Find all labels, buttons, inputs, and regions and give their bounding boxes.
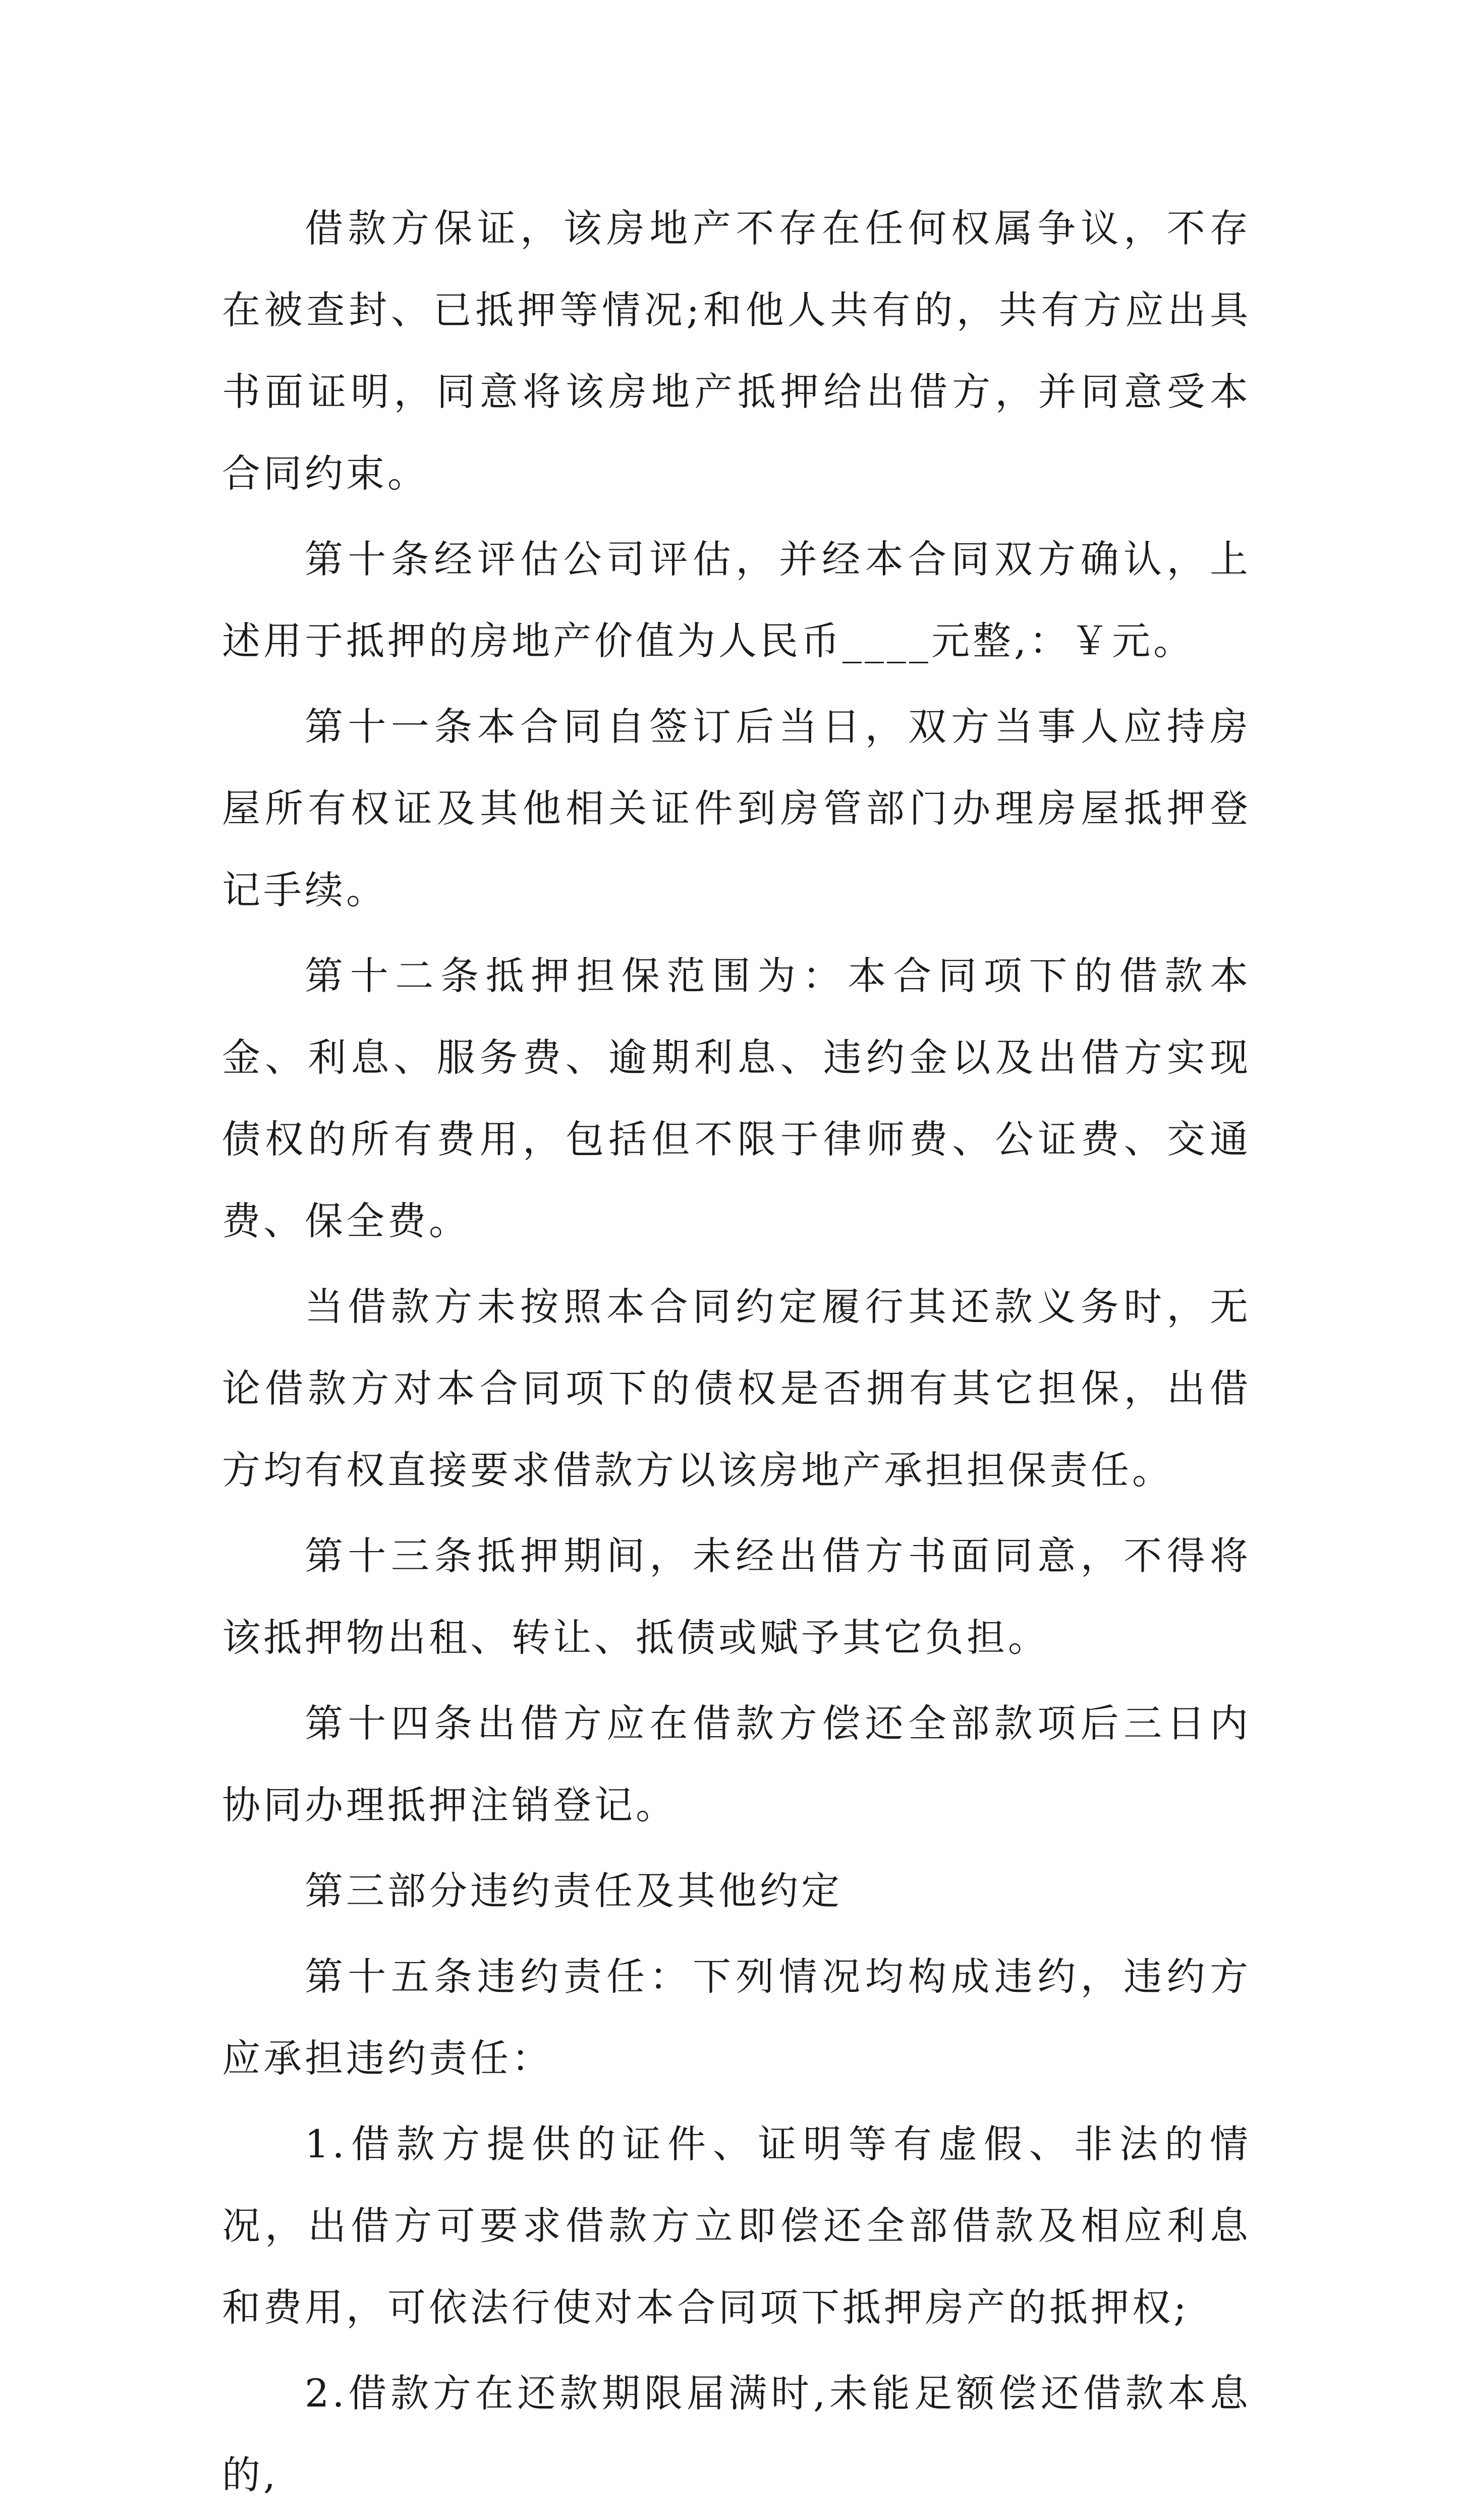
contract-body xyxy=(222,188,1251,2520)
paragraph-guarantee: 借款方保证，该房地产不存在任何权属争议，不存在被查封、已抵押等情况;和他人共有的，共有方应出具书面证明，同意将该房地产抵押给出借方，并同意受本合同约束。 xyxy=(222,206,1251,496)
paragraph-article-11: 第十一条本合同自签订后当日，双方当事人应持房屋所有权证及其他相关证件到房管部门办理房屋抵押登记手续。 xyxy=(222,704,1251,912)
paragraph-article-10: 第十条经评估公司评估，并经本合同双方确认，上述用于抵押的房地产价值为人民币____元整,：￥元。 xyxy=(222,537,1251,663)
paragraph-article-15: 第十五条违约责任：下列情况均构成违约，违约方应承担违约责任： xyxy=(222,1954,1251,2081)
list-item-1: 1.借款方提供的证件、证明等有虚假、非法的情况，出借方可要求借款方立即偿还全部借款及相应利息和费用，可依法行使对本合同项下抵押房产的抵押权; xyxy=(222,2122,1251,2330)
paragraph-default-liability: 当借款方未按照本合同约定履行其还款义务时，无论借款方对本合同项下的债权是否拥有其它担保，出借方均有权直接要求借款方以该房地产承担担保责任。 xyxy=(222,1284,1251,1493)
list-item-2: 2.借款方在还款期限届满时,未能足额偿还借款本息的, xyxy=(222,2371,1251,2497)
paragraph-article-13: 第十三条抵押期间，未经出借方书面同意，不得将该抵押物出租、转让、抵债或赋予其它负担。 xyxy=(222,1533,1251,1660)
section-heading-part-3: 第三部分违约责任及其他约定 xyxy=(305,1868,843,1913)
paragraph-article-14: 第十四条出借方应在借款方偿还全部款项后三日内协同办理抵押注销登记。 xyxy=(222,1701,1251,1827)
paragraph-article-12: 第十二条抵押担保范围为：本合同项下的借款本金、利息、服务费、逾期利息、违约金以及出借方实现债权的所有费用，包括但不限于律师费、公证费、交通费、保全费。 xyxy=(222,953,1251,1243)
